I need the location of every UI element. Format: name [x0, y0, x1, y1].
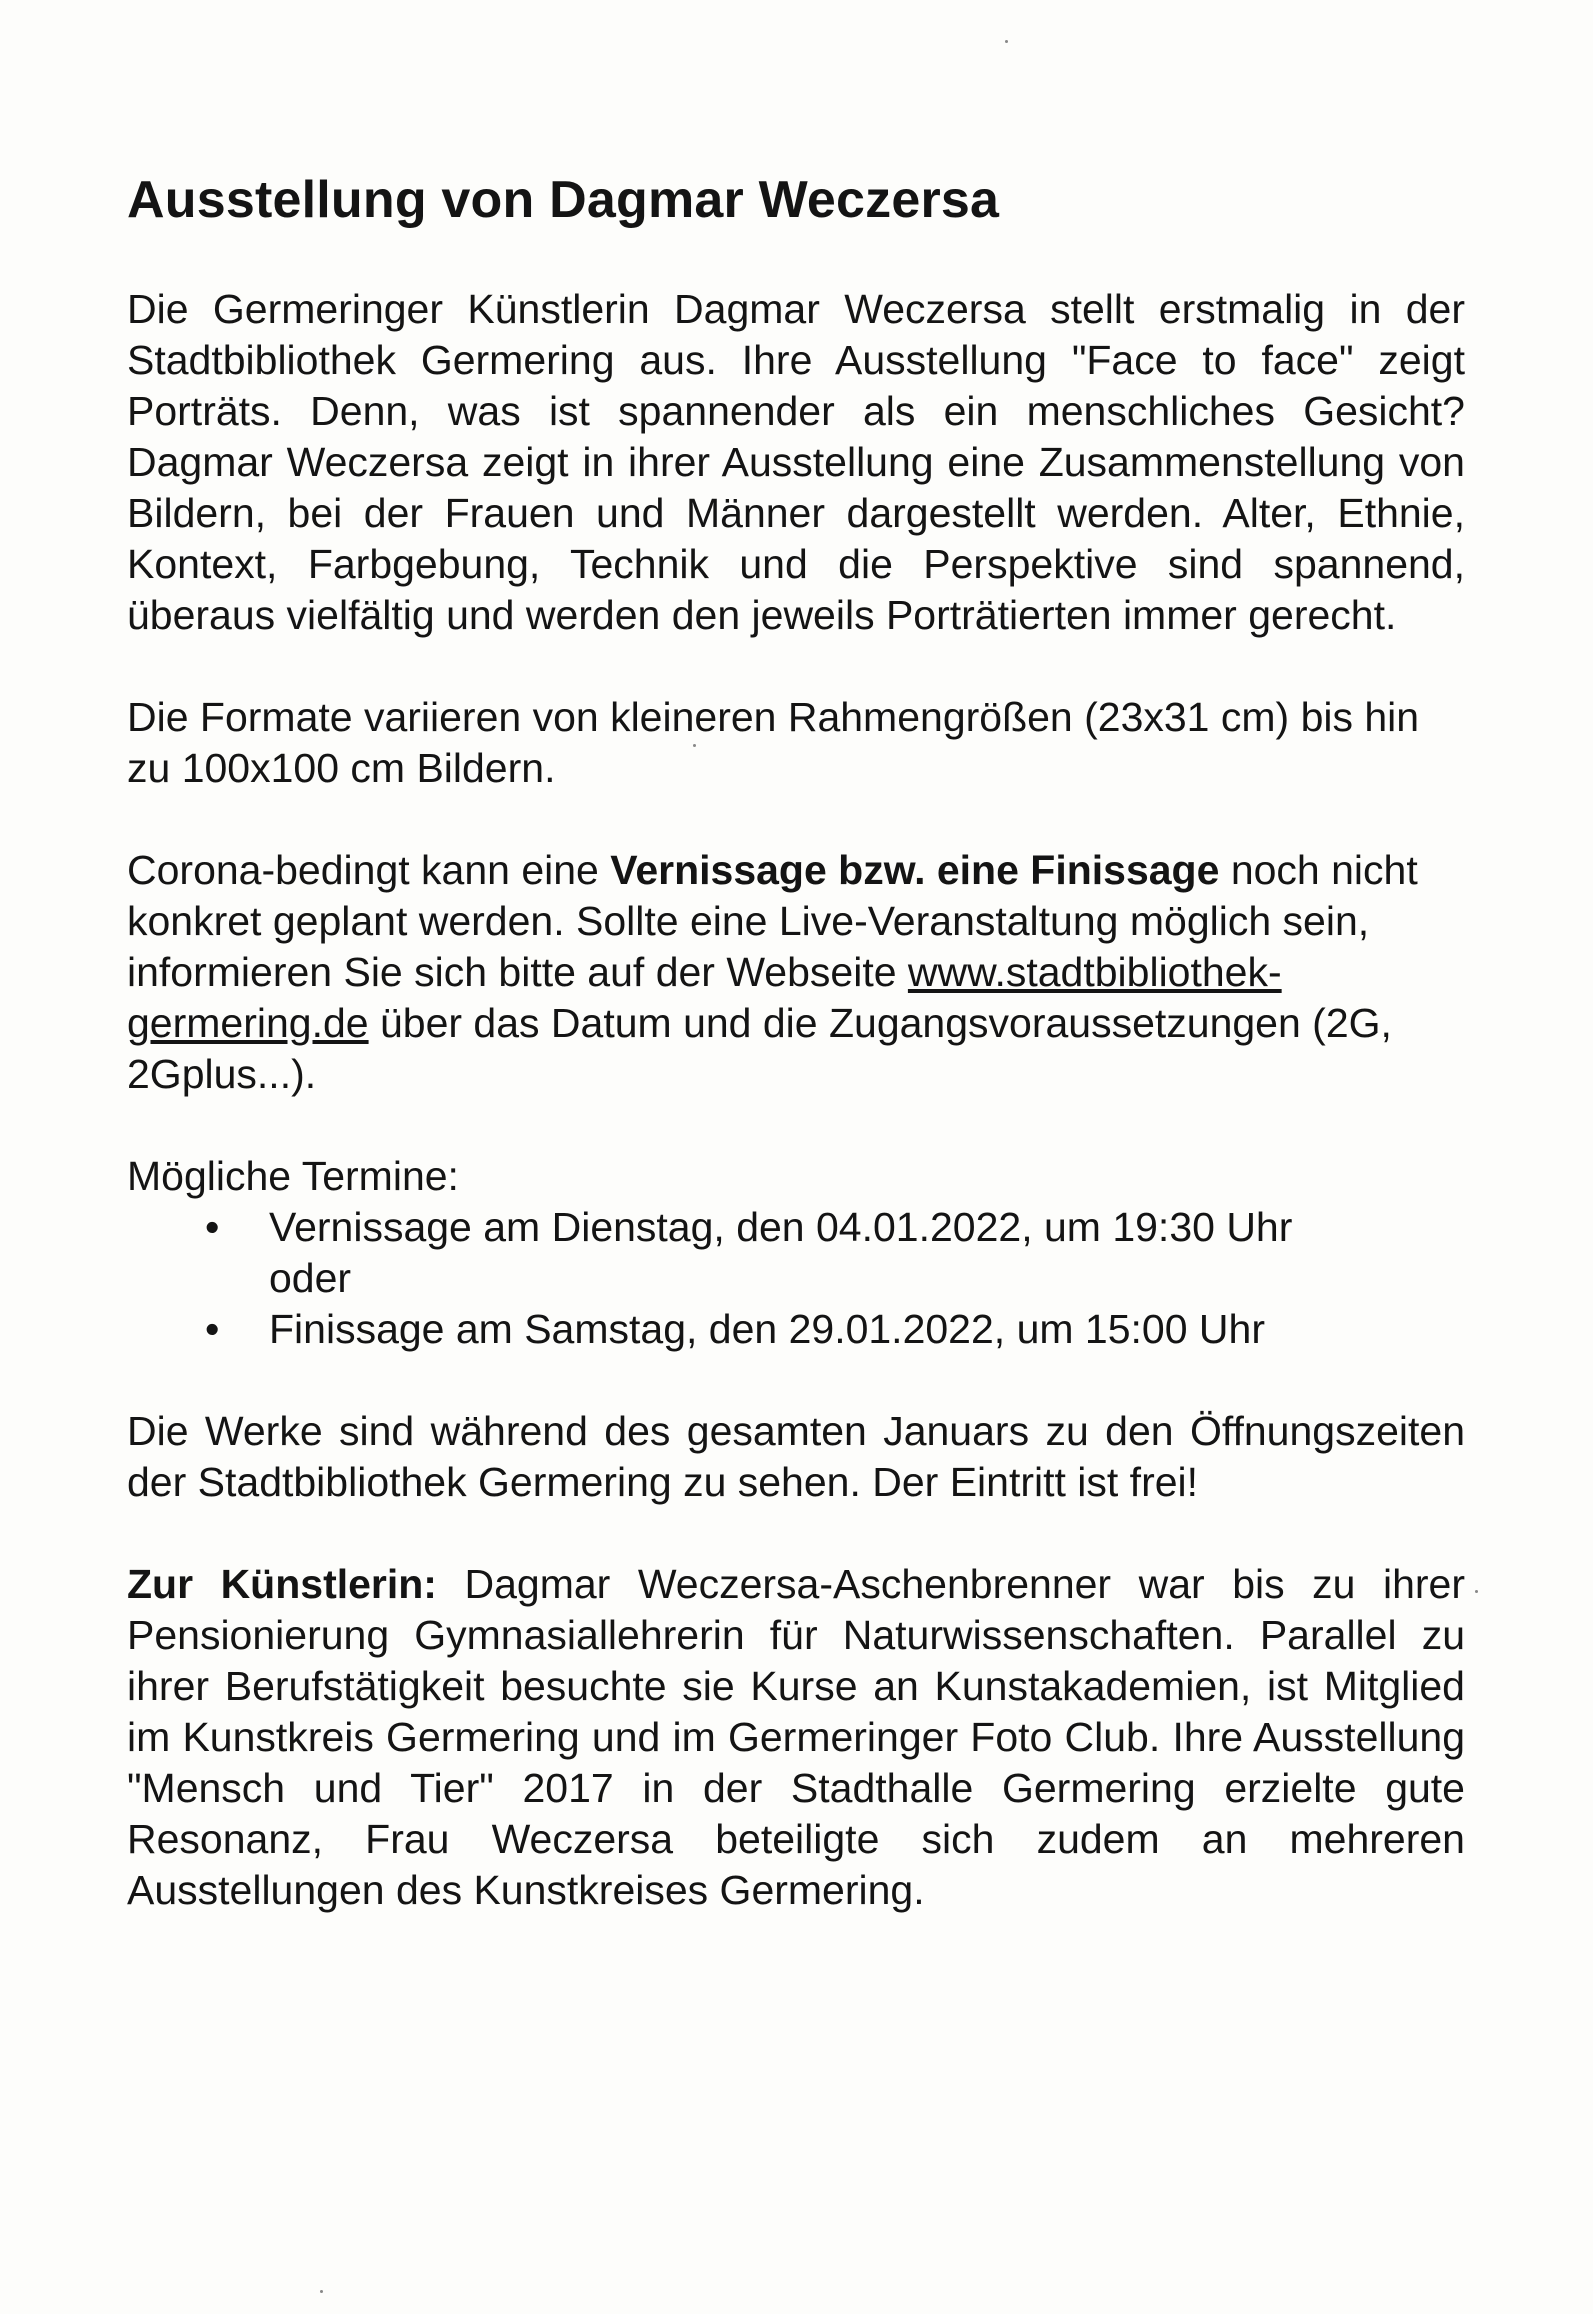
document-content — [127, 168, 1465, 1916]
exhibition-paragraph: Die Werke sind während des gesamten Januars zu den Öffnungszeiten der Stadtbibliothek Germering zu sehen. Der Eintritt ist frei! — [127, 1408, 1465, 1505]
formats-paragraph: Die Formate variieren von kleineren Rahmengrößen (23x31 cm) bis hin zu 100x100 cm Bildern. — [127, 694, 1420, 791]
page-title: Ausstellung von Dagmar Weczersa — [127, 171, 1000, 229]
website-link[interactable]: www.stadtbibliothek-germering.de — [127, 949, 1282, 1046]
date-finissage: Finissage am Samstag, den 29.01.2022, um 15:00 Uhr — [269, 1306, 1265, 1352]
corona-text-middle: noch nicht konkret geplant werden. Sollte eine Live-Veranstaltung möglich sein, informieren Sie sich bitte auf der Webseite — [127, 847, 1418, 995]
corona-paragraph — [127, 845, 1465, 1100]
scan-speck — [320, 2290, 323, 2293]
date-vernissage: Vernissage am Dienstag, den 04.01.2022, um 19:30 Uhr oder — [269, 1204, 1293, 1301]
artist-paragraph — [127, 1559, 1465, 1916]
list-item — [127, 1304, 1369, 1355]
scan-speck — [1005, 40, 1008, 43]
list-item — [127, 1202, 1369, 1304]
dates-list — [127, 1202, 1465, 1355]
intro-paragraph: Die Germeringer Künstlerin Dagmar Weczersa stellt erstmalig in der Stadtbibliothek Germering aus. Ihre Ausstellung "Face to face" zeigt Porträts. Denn, was ist spannender als ein menschliches Gesicht? Dagmar Weczersa zeigt in ihrer Ausstellung eine Zusammenstellung von Bildern, bei der Frauen und Männer dargestellt werden. Alter, Ethnie, Kontext, Farbgebung, Technik und die Perspektive sind spannend, überaus vielfältig und werden den jeweils Porträtierten immer gerecht. — [127, 286, 1465, 638]
artist-text: Dagmar Weczersa-Aschenbrenner war bis zu ihrer Pensionierung Gymnasiallehrerin für Naturwissenschaften. Parallel zu ihrer Berufstätigkeit besuchte sie Kurse an Kunstakademien, ist Mitglied im Kunstkreis Germering und im Germeringer Foto Club. Ihre Ausstellung "Mensch und Tier" 2017 in der Stadthalle Germering erzielte gute Resonanz, Frau Weczersa beteiligte sich zudem an mehreren Ausstellungen des Kunstkreises Germering. — [127, 1561, 1465, 1913]
scan-speck — [1475, 1590, 1478, 1593]
dates-heading: Mögliche Termine: — [127, 1153, 459, 1199]
artist-label: Zur Künstlerin: — [127, 1561, 437, 1607]
bullet-icon: • — [205, 1204, 220, 1250]
corona-bold-events: Vernissage bzw. eine Finissage — [610, 847, 1220, 893]
corona-text-suffix: über das Datum und die Zugangsvoraussetzungen (2G, 2Gplus...). — [127, 1000, 1392, 1097]
corona-text-prefix: Corona-bedingt kann eine — [127, 847, 611, 893]
bullet-icon: • — [205, 1306, 220, 1352]
